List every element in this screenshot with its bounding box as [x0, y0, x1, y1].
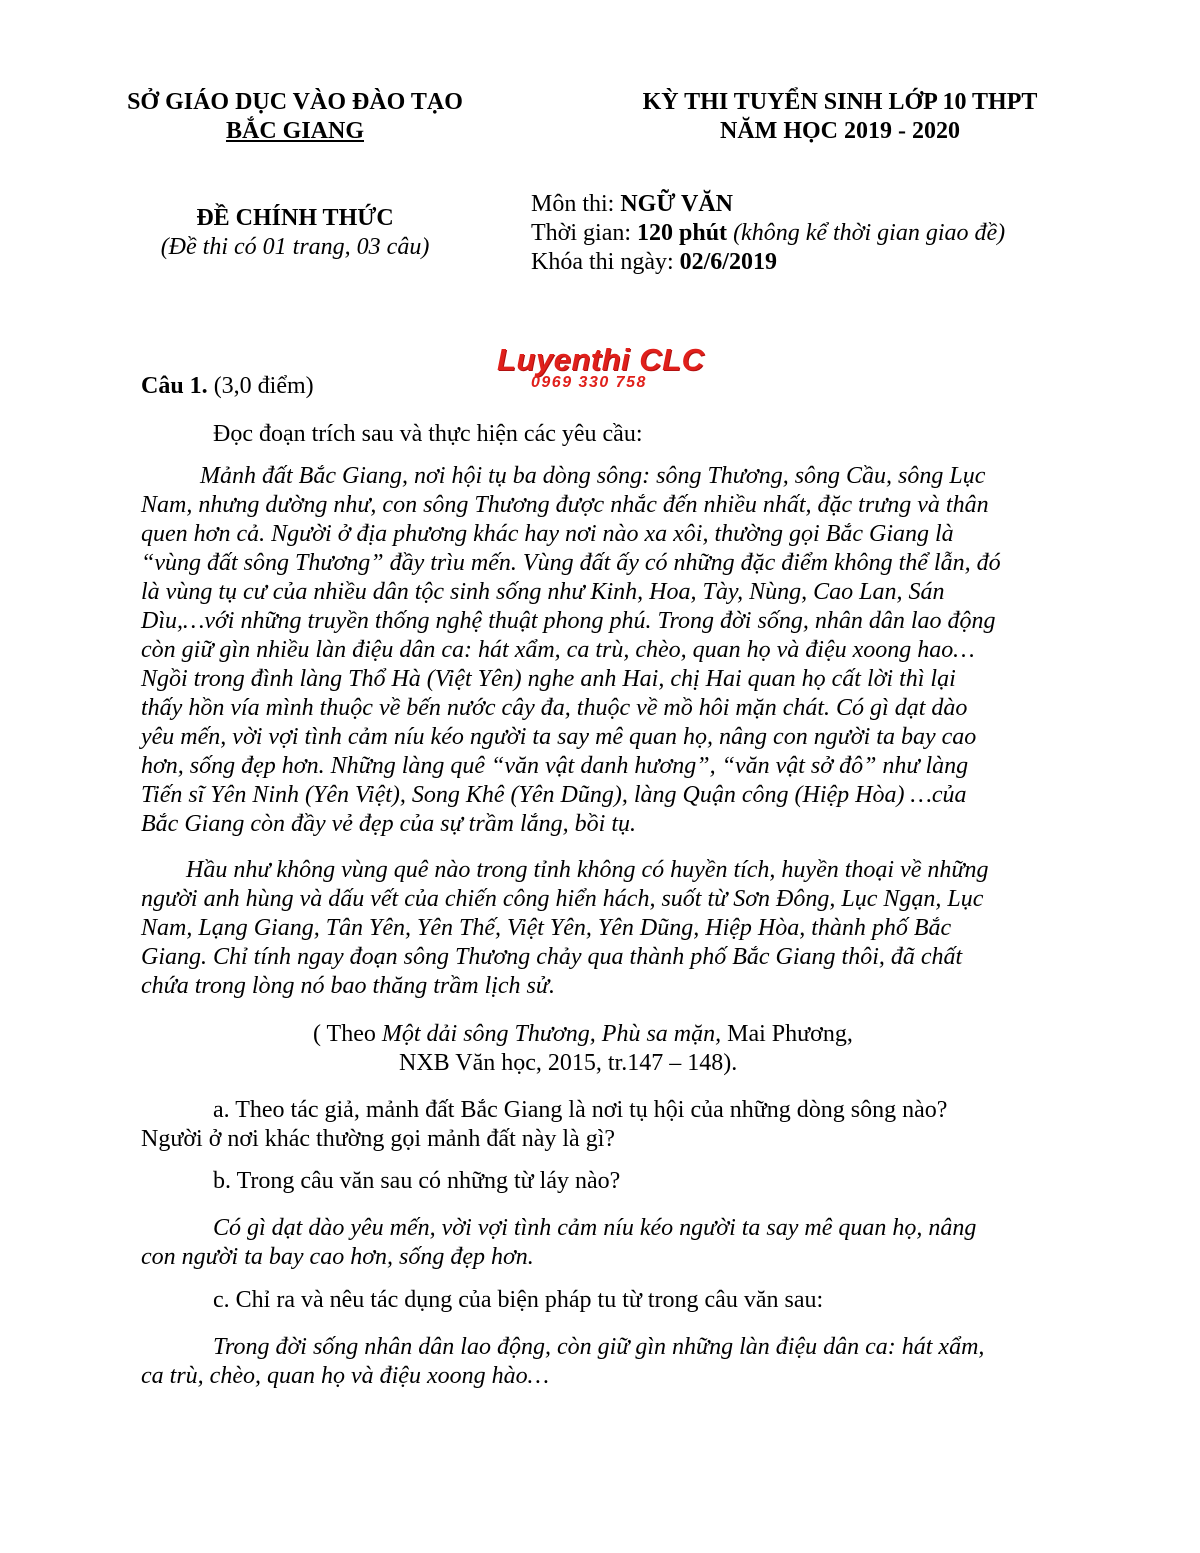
instruction: Đọc đoạn trích sau và thực hiện các yêu cầu:	[213, 421, 643, 447]
official-block	[100, 204, 490, 262]
passage-line: Mảnh đất Bắc Giang, nơi hội tụ ba dòng sông: sông Thương, sông Cầu, sông Lục	[200, 463, 986, 489]
time-line	[531, 219, 1091, 248]
source-title: Một dải sông Thương, Phù sa mặn,	[381, 1021, 722, 1047]
source-author: Mai Phương,	[721, 1021, 853, 1047]
passage-line: Dìu,…với những truyền thống nghệ thuật phong phú. Trong đời sống, nhân dân lao động	[141, 608, 996, 634]
part-c-quote-line-2: ca trù, chèo, quan họ và điệu xoong hào…	[141, 1363, 549, 1389]
question-label: Câu 1.	[141, 373, 208, 399]
passage-line: Giang. Chỉ tính ngay đoạn sông Thương chảy qua thành phố Bắc Giang thôi, đã chất	[141, 944, 963, 970]
passage-line: người anh hùng và dấu vết của chiến công hiển hách, suốt từ Sơn Đông, Lục Ngạn, Lục	[141, 886, 984, 912]
time-label: Thời gian:	[531, 220, 638, 246]
official-note: (Đề thi có 01 trang, 03 câu)	[160, 234, 430, 260]
exam-title: KỲ THI TUYỂN SINH LỚP 10 THPT	[642, 89, 1038, 115]
part-b-question: b. Trong câu văn sau có những từ láy nào?	[213, 1168, 621, 1194]
passage-line: còn giữ gìn nhiều làn điệu dân ca: hát xẩm, ca trù, chèo, quan họ và điệu xoong hao…	[141, 637, 975, 663]
time-note: (không kể thời gian giao đề)	[727, 220, 1006, 246]
date-value: 02/6/2019	[679, 249, 777, 275]
exam-info	[531, 190, 1091, 277]
date-line	[531, 248, 1091, 277]
source-citation	[313, 1020, 853, 1049]
part-b-quote-line-2: con người ta bay cao hơn, sống đẹp hơn.	[141, 1244, 534, 1270]
passage-line: yêu mến, vời vợi tình cảm níu kéo người ta say mê quan họ, nâng con người ta bay cao	[141, 724, 977, 750]
passage-line: Bắc Giang còn đầy vẻ đẹp của sự trầm lắng, bồi tụ.	[141, 811, 636, 837]
part-a-line-1: a. Theo tác giả, mảnh đất Bắc Giang là nơi tụ hội của những dòng sông nào?	[213, 1097, 948, 1123]
school-year: NĂM HỌC 2019 - 2020	[720, 118, 960, 144]
department-name: SỞ GIÁO DỤC VÀO ĐÀO TẠO	[127, 89, 463, 115]
part-a-line-2: Người ở nơi khác thường gọi mảnh đất này là gì?	[141, 1126, 616, 1152]
department-block	[100, 88, 490, 146]
part-c-question: c. Chỉ ra và nêu tác dụng của biện pháp tu từ trong câu văn sau:	[213, 1287, 824, 1313]
subject-label: Môn thi:	[531, 191, 621, 217]
passage-line: hơn, sống đẹp hơn. Những làng quê “văn vật danh hương”, “văn vật sở đô” như làng	[141, 753, 969, 779]
passage-line: Nam, nhưng dường như, con sông Thương được nhắc đến nhiều nhất, đặc trưng và thân	[141, 492, 989, 518]
passage-line: Ngồi trong đình làng Thổ Hà (Việt Yên) nghe anh Hai, chị Hai quan họ cất lời thì lại	[141, 666, 956, 692]
passage-paragraph-2	[141, 856, 1081, 1001]
part-b-quote-line-1: Có gì dạt dào yêu mến, vời vợi tình cảm níu kéo người ta say mê quan họ, nâng	[213, 1215, 977, 1241]
passage-line: thấy hồn vía mình thuộc về bến nước cây đa, thuộc về mồ hôi mặn chát. Có gì dạt dào	[141, 695, 968, 721]
question-points: (3,0 điểm)	[207, 373, 314, 399]
subject-value: NGỮ VĂN	[620, 191, 734, 217]
source-publisher: NXB Văn học, 2015, tr.147 – 148).	[399, 1050, 738, 1076]
passage-line: chứa trong lòng nó bao thăng trầm lịch sử.	[141, 973, 555, 999]
subject-line	[531, 190, 1091, 219]
passage-line: Hầu như không vùng quê nào trong tỉnh không có huyền tích, huyền thoại về những	[186, 857, 989, 883]
part-c-quote-line-1: Trong đời sống nhân dân lao động, còn giữ gìn những làn điệu dân ca: hát xẩm,	[213, 1334, 985, 1360]
passage-line: quen hơn cả. Người ở địa phương khác hay nơi nào xa xôi, thường gọi Bắc Giang là	[141, 521, 954, 547]
time-value: 120 phút	[637, 220, 728, 246]
exam-title-block	[590, 88, 1090, 146]
watermark-phone: 0969 330 758	[531, 374, 647, 391]
source-prefix: ( Theo	[313, 1021, 382, 1047]
passage-paragraph-1	[141, 462, 1081, 839]
question-1-heading	[141, 372, 314, 401]
passage-line: Tiến sĩ Yên Ninh (Yên Việt), Song Khê (Yên Dũng), làng Quận công (Hiệp Hòa) …của	[141, 782, 967, 808]
passage-line: Nam, Lạng Giang, Tân Yên, Yên Thế, Việt Yên, Yên Dũng, Hiệp Hòa, thành phố Bắc	[141, 915, 952, 941]
passage-line: là vùng tụ cư của nhiều dân tộc sinh sống như Kinh, Hoa, Tày, Nùng, Cao Lan, Sán	[141, 579, 945, 605]
official-title: ĐỀ CHÍNH THỨC	[196, 205, 394, 231]
watermark-logo: Luyenthi CLC	[497, 342, 705, 377]
passage-line: “vùng đất sông Thương” đầy trìu mến. Vùng đất ấy có những đặc điểm không thể lẫn, đó	[141, 550, 1001, 576]
date-label: Khóa thi ngày:	[531, 249, 680, 275]
province-name: BẮC GIANG	[225, 118, 364, 144]
